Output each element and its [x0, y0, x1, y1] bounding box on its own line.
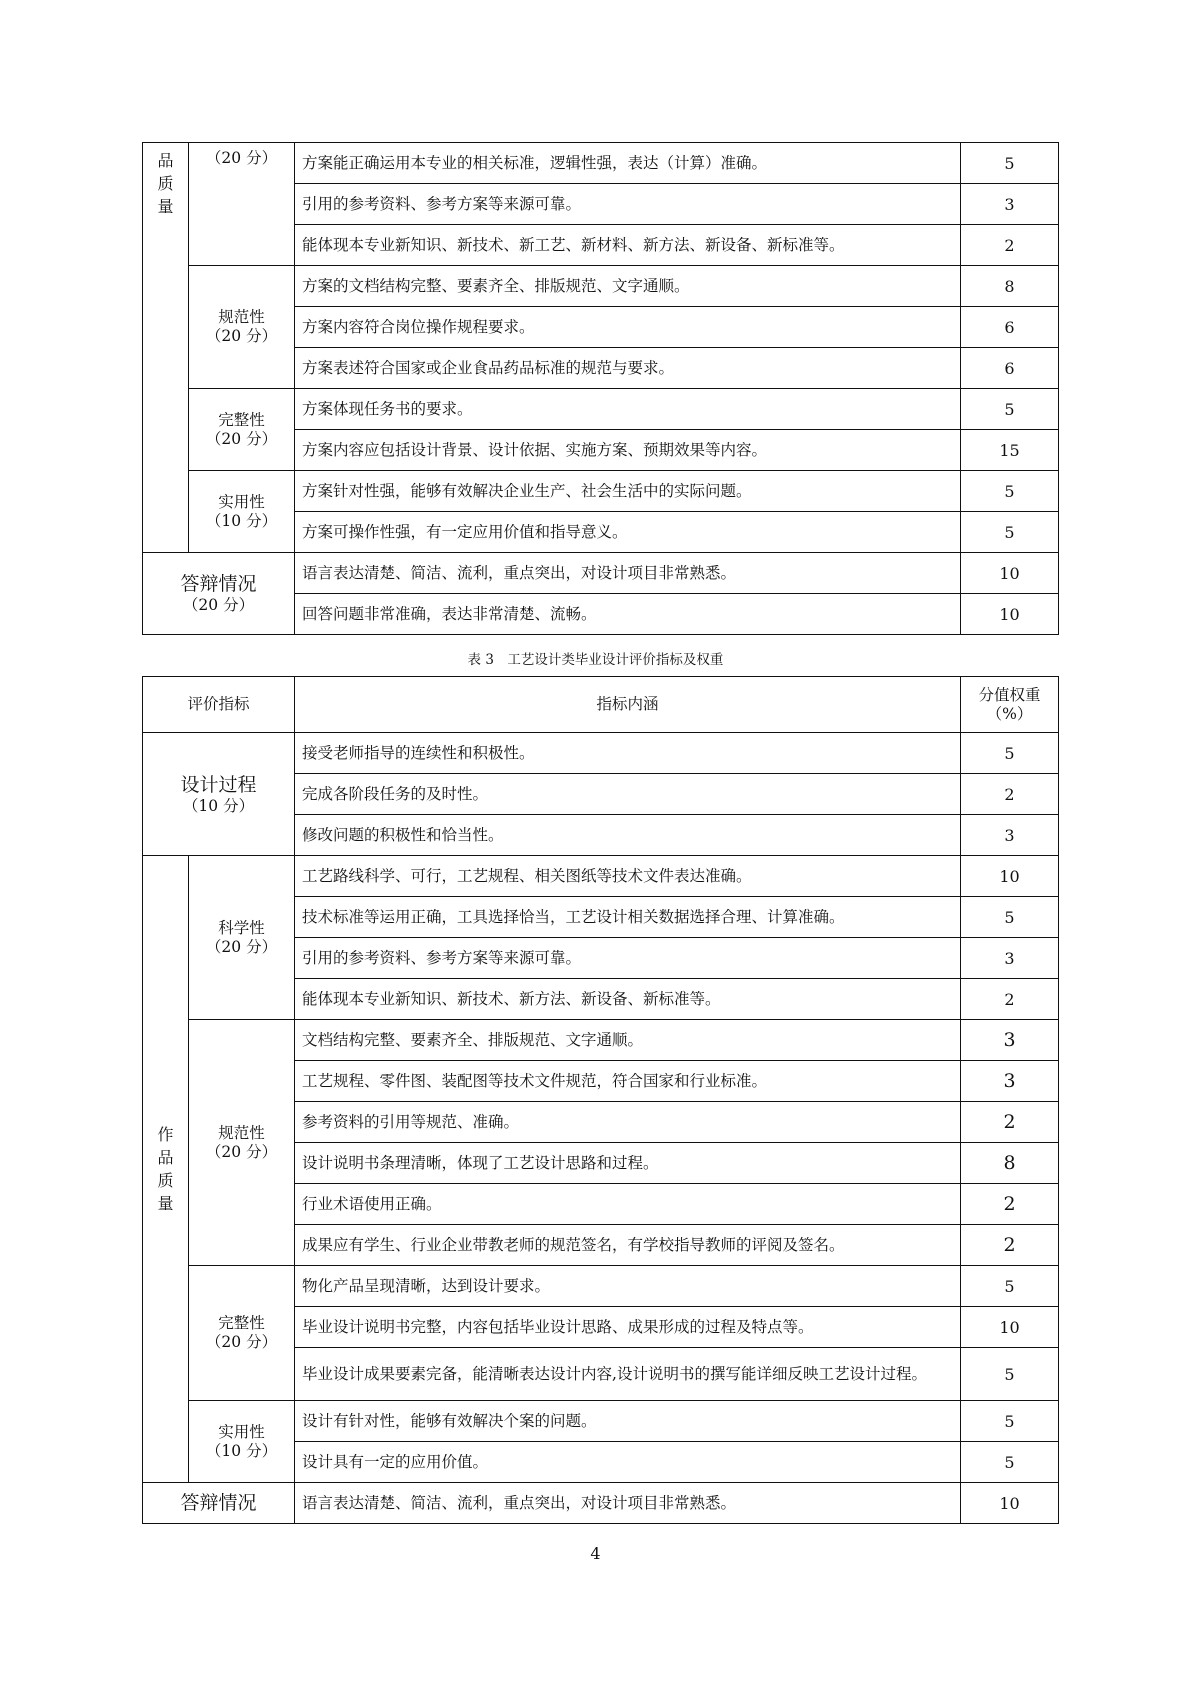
weight-cell: 3: [961, 184, 1059, 225]
table-1-continued: [142, 142, 1059, 635]
group-label-cell: [143, 143, 189, 553]
weight-cell: 10: [961, 1307, 1059, 1348]
table-row: [143, 471, 1059, 512]
criterion-cell: [189, 266, 295, 389]
criterion-score: （20 分）: [205, 149, 278, 167]
content-cell: 能体现本专业新知识、新技术、新工艺、新材料、新方法、新设备、新标准等。: [295, 225, 961, 266]
header-weight-label: 分值权重: [978, 685, 1041, 704]
weight-cell: 3: [961, 1020, 1059, 1061]
weight-cell: 2: [961, 979, 1059, 1020]
criterion-score: （10 分）: [205, 511, 278, 530]
content-cell: 修改问题的积极性和恰当性。: [295, 815, 961, 856]
weight-cell: 5: [961, 1348, 1059, 1401]
weight-cell: 3: [961, 815, 1059, 856]
content-cell: 毕业设计说明书完整，内容包括毕业设计思路、成果形成的过程及特点等。: [295, 1307, 961, 1348]
table-row: [143, 1020, 1059, 1061]
content-cell: 行业术语使用正确。: [295, 1184, 961, 1225]
table-row: [143, 1266, 1059, 1307]
defense-cell: [143, 553, 295, 635]
table-header-row: [143, 677, 1059, 733]
process-cell: [143, 733, 295, 856]
content-cell: 方案内容符合岗位操作规程要求。: [295, 307, 961, 348]
weight-cell: 2: [961, 225, 1059, 266]
criterion-score: （20 分）: [205, 429, 278, 448]
weight-cell: 10: [961, 1483, 1059, 1524]
weight-cell: 2: [961, 1102, 1059, 1143]
weight-cell: 10: [961, 856, 1059, 897]
criterion-name: 规范性: [218, 308, 265, 326]
weight-cell: 8: [961, 266, 1059, 307]
weight-cell: 15: [961, 430, 1059, 471]
header-weight: [961, 677, 1059, 733]
content-cell: 完成各阶段任务的及时性。: [295, 774, 961, 815]
content-cell: 工艺规程、零件图、装配图等技术文件规范，符合国家和行业标准。: [295, 1061, 961, 1102]
table-3: [142, 676, 1059, 1524]
defense-name: 答辩情况: [180, 573, 257, 595]
header-content: 指标内涵: [295, 677, 961, 733]
criterion-name: 实用性: [218, 492, 265, 511]
weight-cell: 2: [961, 1225, 1059, 1266]
defense-name: 答辩情况: [143, 1483, 295, 1524]
content-cell: 参考资料的引用等规范、准确。: [295, 1102, 961, 1143]
criterion-name: 完整性: [218, 1314, 265, 1332]
page-number: 4: [590, 1544, 601, 1563]
table-3-caption: 表 3 工艺设计类毕业设计评价指标及权重: [467, 652, 724, 668]
criterion-name: 实用性: [218, 1422, 265, 1441]
content-cell: 回答问题非常准确，表达非常清楚、流畅。: [295, 594, 961, 635]
weight-cell: 10: [961, 553, 1059, 594]
table-row: [143, 553, 1059, 594]
table-row: [143, 143, 1059, 184]
weight-cell: 5: [961, 733, 1059, 774]
defense-score: （20 分）: [182, 596, 255, 614]
group-label-cell: [143, 856, 189, 1483]
content-cell: 设计具有一定的应用价值。: [295, 1442, 961, 1483]
criterion-score: （10 分）: [205, 1441, 278, 1460]
content-cell: 方案的文档结构完整、要素齐全、排版规范、文字通顺。: [295, 266, 961, 307]
weight-cell: 5: [961, 897, 1059, 938]
table-row: [143, 733, 1059, 774]
criterion-score: （20 分）: [205, 1333, 278, 1351]
criterion-cell: [189, 471, 295, 553]
weight-cell: 5: [961, 471, 1059, 512]
criterion-score: （20 分）: [205, 937, 278, 956]
content-cell: 方案体现任务书的要求。: [295, 389, 961, 430]
criterion-cell: [189, 1401, 295, 1483]
content-cell: 能体现本专业新知识、新技术、新方法、新设备、新标准等。: [295, 979, 961, 1020]
weight-cell: 5: [961, 512, 1059, 553]
weight-cell: 2: [961, 1184, 1059, 1225]
weight-cell: 5: [961, 143, 1059, 184]
content-cell: 方案表述符合国家或企业食品药品标准的规范与要求。: [295, 348, 961, 389]
table-row: [143, 266, 1059, 307]
criterion-cell: [189, 1266, 295, 1401]
content-cell: 方案针对性强，能够有效解决企业生产、社会生活中的实际问题。: [295, 471, 961, 512]
content-cell: 接受老师指导的连续性和积极性。: [295, 733, 961, 774]
table-row: [143, 389, 1059, 430]
process-score: （10 分）: [182, 796, 255, 815]
criterion-name: 科学性: [218, 918, 265, 937]
content-cell: 设计有针对性，能够有效解决个案的问题。: [295, 1401, 961, 1442]
table-row: [143, 1401, 1059, 1442]
process-name: 设计过程: [180, 773, 257, 796]
content-cell: 文档结构完整、要素齐全、排版规范、文字通顺。: [295, 1020, 961, 1061]
content-cell: 毕业设计成果要素完备，能清晰表达设计内容,设计说明书的撰写能详细反映工艺设计过程。: [295, 1348, 961, 1401]
weight-cell: 3: [961, 1061, 1059, 1102]
group-label: 品质量: [157, 151, 174, 216]
criterion-cell: [189, 143, 295, 266]
content-cell: 方案可操作性强，有一定应用价值和指导意义。: [295, 512, 961, 553]
content-cell: 语言表达清楚、简洁、流利，重点突出，对设计项目非常熟悉。: [295, 553, 961, 594]
weight-cell: 3: [961, 938, 1059, 979]
content-cell: 方案内容应包括设计背景、设计依据、实施方案、预期效果等内容。: [295, 430, 961, 471]
content-cell: 引用的参考资料、参考方案等来源可靠。: [295, 938, 961, 979]
content-cell: 技术标准等运用正确，工具选择恰当，工艺设计相关数据选择合理、计算准确。: [295, 897, 961, 938]
group-label: 作品质量: [157, 1125, 174, 1213]
content-cell: 引用的参考资料、参考方案等来源可靠。: [295, 184, 961, 225]
table-row: [143, 1483, 1059, 1524]
criterion-name: 完整性: [218, 410, 265, 429]
content-cell: 成果应有学生、行业企业带教老师的规范签名，有学校指导教师的评阅及签名。: [295, 1225, 961, 1266]
weight-cell: 5: [961, 1401, 1059, 1442]
criterion-name: 规范性: [218, 1123, 265, 1142]
criterion-score: （20 分）: [205, 1142, 278, 1161]
weight-cell: 5: [961, 389, 1059, 430]
criterion-score: （20 分）: [205, 327, 278, 345]
content-cell: 工艺路线科学、可行，工艺规程、相关图纸等技术文件表达准确。: [295, 856, 961, 897]
weight-cell: 10: [961, 594, 1059, 635]
criterion-cell: [189, 1020, 295, 1266]
weight-cell: 5: [961, 1442, 1059, 1483]
content-cell: 语言表达清楚、简洁、流利，重点突出，对设计项目非常熟悉。: [295, 1483, 961, 1524]
content-cell: 物化产品呈现清晰，达到设计要求。: [295, 1266, 961, 1307]
content-cell: 方案能正确运用本专业的相关标准，逻辑性强，表达（计算）准确。: [295, 143, 961, 184]
table-row: [143, 856, 1059, 897]
criterion-cell: [189, 856, 295, 1020]
weight-cell: 6: [961, 307, 1059, 348]
header-weight-unit: （%）: [986, 704, 1033, 723]
criterion-cell: [189, 389, 295, 471]
weight-cell: 8: [961, 1143, 1059, 1184]
header-indicator: 评价指标: [143, 677, 295, 733]
weight-cell: 5: [961, 1266, 1059, 1307]
weight-cell: 2: [961, 774, 1059, 815]
content-cell: 设计说明书条理清晰，体现了工艺设计思路和过程。: [295, 1143, 961, 1184]
weight-cell: 6: [961, 348, 1059, 389]
